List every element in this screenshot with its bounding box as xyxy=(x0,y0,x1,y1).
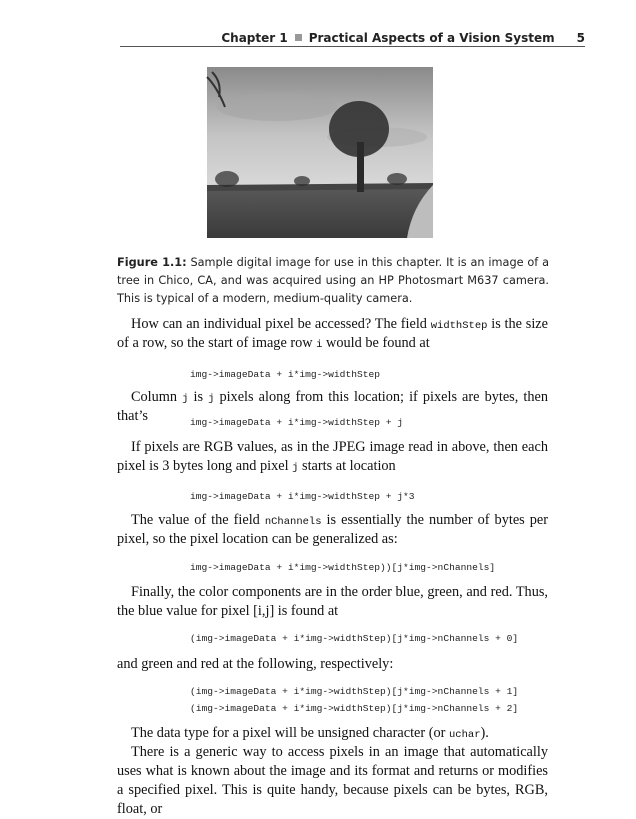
code-line: img->imageData + i*img->widthStep + j xyxy=(190,417,404,428)
chapter-label: Chapter 1 xyxy=(221,31,288,45)
code-line: (img->imageData + i*img->widthStep)[j*img->nChannels + 0] xyxy=(190,633,519,644)
header-rule xyxy=(120,46,585,47)
separator-square xyxy=(295,34,302,41)
text: would be found at xyxy=(322,335,430,351)
paragraph: There is a generic way to access pixels in an image that automatically uses what is known about the image and its format and returns or modifies a specified pixel. This is quite handy, because pixels can be bytes, RGB, float, or xyxy=(117,744,548,817)
caption-text: Sample digital image for use in this chapter. It is an image of a tree in Chico, CA, and was acquired using an HP Photosmart M637 camera. This is typical of a modern, medium-quality camera. xyxy=(117,256,549,305)
code-line: img->imageData + i*img->widthStep))[j*img->nChannels] xyxy=(190,562,496,573)
chapter-title: Practical Aspects of a Vision System xyxy=(308,31,555,45)
paragraph xyxy=(117,724,548,743)
text: is the size of a row, so the start of image row xyxy=(117,316,549,351)
inline-code: j xyxy=(182,393,189,405)
inline-code: j xyxy=(208,393,215,405)
inline-code: widthStep xyxy=(430,320,488,332)
figure-label: Figure 1.1: xyxy=(117,256,187,269)
running-header xyxy=(120,31,585,45)
code-line: (img->imageData + i*img->widthStep)[j*img->nChannels + 2] xyxy=(190,703,519,714)
inline-code: nChannels xyxy=(264,516,322,528)
code-line: img->imageData + i*img->widthStep xyxy=(190,369,380,380)
paragraph xyxy=(117,511,548,549)
paragraph xyxy=(117,315,548,353)
text: The data type for a pixel will be unsigned character (or xyxy=(131,725,449,741)
text: starts at location xyxy=(298,458,396,474)
code-line: (img->imageData + i*img->widthStep)[j*img->nChannels + 1] xyxy=(190,686,519,697)
text: The value of the field xyxy=(131,512,265,528)
figure-caption xyxy=(117,254,549,308)
text: is essentially the number of bytes per pixel, so the pixel location can be generalized as: xyxy=(117,512,548,547)
paragraph: and green and red at the following, respectively: xyxy=(117,656,394,672)
paragraph: Finally, the color components are in the order blue, green, and red. Thus, the blue value for pixel [i,j] is found at xyxy=(117,584,548,619)
text: Column xyxy=(131,389,183,405)
text: If pixels are RGB values, as in the JPEG image read in above, then each pixel is 3 bytes long and pixel xyxy=(117,439,548,474)
text: ). xyxy=(480,725,489,741)
text: pixels along from this location; if pixels are bytes, then that’s xyxy=(117,389,548,424)
page-number: 5 xyxy=(576,31,585,45)
figure-photo-tree xyxy=(207,67,433,238)
paragraph xyxy=(117,438,548,476)
inline-code: j xyxy=(292,462,299,474)
code-line: img->imageData + i*img->widthStep + j*3 xyxy=(190,491,415,502)
inline-code: uchar xyxy=(448,729,481,741)
text: How can an individual pixel be accessed? The field xyxy=(131,316,431,332)
text: is xyxy=(188,389,209,405)
inline-code: i xyxy=(316,339,323,351)
